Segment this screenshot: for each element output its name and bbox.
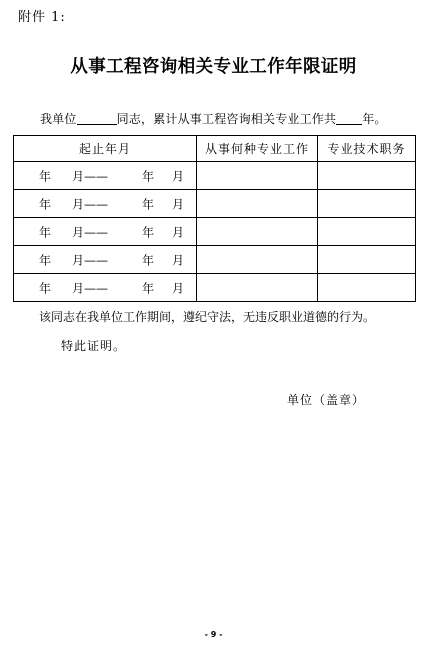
- period-cell: [14, 190, 197, 218]
- title-cell: [318, 274, 416, 302]
- year-start-label: 年: [39, 197, 52, 211]
- title-cell: [318, 218, 416, 246]
- statement-line: [40, 110, 387, 127]
- table-row: [14, 274, 416, 302]
- table-row: [14, 190, 416, 218]
- year-start-label: 年: [39, 169, 52, 183]
- period-cell: [14, 162, 197, 190]
- name-blank: [77, 112, 117, 125]
- work-type-cell: [197, 162, 318, 190]
- page-number: - 9 -: [204, 630, 223, 639]
- period-cell: [14, 218, 197, 246]
- work-type-cell: [197, 190, 318, 218]
- month-end-label: 月: [172, 169, 185, 183]
- work-record-table: [13, 135, 416, 302]
- seal-label: 单位（盖章）: [287, 393, 366, 407]
- title-cell: [318, 246, 416, 274]
- table-row: [14, 246, 416, 274]
- years-blank: [336, 112, 362, 125]
- month-end-label: 月: [172, 225, 185, 239]
- title-cell: [318, 162, 416, 190]
- year-end-label: 年: [142, 225, 155, 239]
- table-row: [14, 218, 416, 246]
- certification-text: 特此证明。: [61, 339, 127, 353]
- header-title: 专业技术职务: [318, 136, 416, 162]
- month-start-label: 月——: [72, 225, 109, 239]
- work-type-cell: [197, 274, 318, 302]
- conduct-statement: 该同志在我单位工作期间，遵纪守法，无违反职业道德的行为。: [39, 310, 376, 324]
- statement-part3: 年。: [362, 112, 387, 126]
- period-cell: [14, 274, 197, 302]
- year-end-label: 年: [142, 281, 155, 295]
- year-end-label: 年: [142, 197, 155, 211]
- month-end-label: 月: [172, 197, 185, 211]
- month-start-label: 月——: [72, 281, 109, 295]
- month-end-label: 月: [172, 253, 185, 267]
- month-start-label: 月——: [72, 197, 109, 211]
- period-cell: [14, 246, 197, 274]
- attachment-label: 附件 1:: [18, 10, 66, 25]
- year-end-label: 年: [142, 169, 155, 183]
- month-start-label: 月——: [72, 253, 109, 267]
- work-type-cell: [197, 218, 318, 246]
- header-period: 起止年月: [14, 136, 197, 162]
- work-type-cell: [197, 246, 318, 274]
- statement-part2: 同志，累计从事工程咨询相关专业工作共: [116, 112, 337, 126]
- month-end-label: 月: [172, 281, 185, 295]
- year-start-label: 年: [39, 253, 52, 267]
- title-cell: [318, 190, 416, 218]
- table-row: [14, 162, 416, 190]
- month-start-label: 月——: [72, 169, 109, 183]
- document-title: 从事工程咨询相关专业工作年限证明: [70, 57, 357, 77]
- year-start-label: 年: [39, 281, 52, 295]
- year-end-label: 年: [142, 253, 155, 267]
- year-start-label: 年: [39, 225, 52, 239]
- statement-part1: 我单位: [40, 112, 77, 126]
- header-work-type: 从事何种专业工作: [197, 136, 318, 162]
- table-header-row: [14, 136, 416, 162]
